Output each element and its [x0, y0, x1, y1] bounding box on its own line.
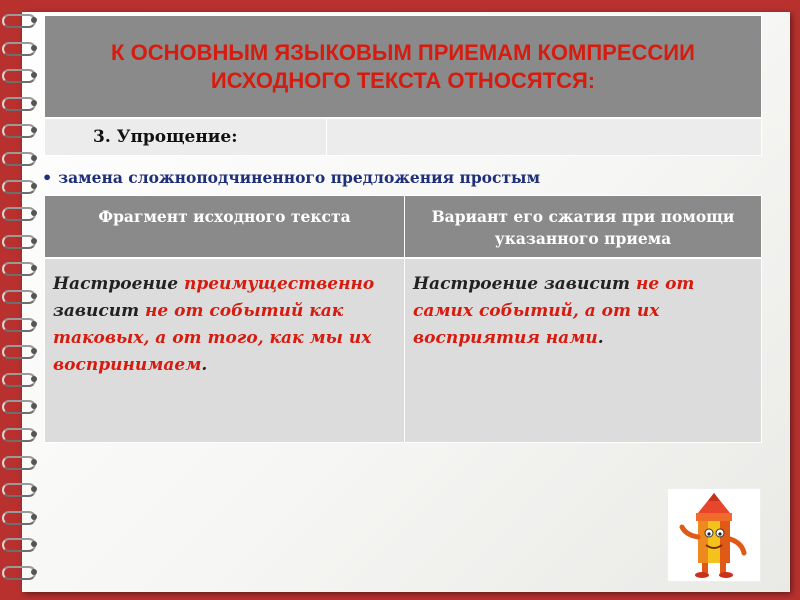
- compressed-text-1: Настроение зависит: [413, 274, 636, 294]
- spiral-ring-icon: [2, 124, 36, 138]
- source-text-2: зависит: [53, 301, 146, 321]
- spiral-ring-icon: [2, 318, 36, 332]
- spiral-ring-icon: [2, 456, 36, 470]
- compressed-text-2: .: [597, 328, 604, 348]
- spiral-ring-icon: [2, 373, 36, 387]
- spiral-ring-icon: [2, 566, 36, 580]
- table-header-row: [44, 195, 762, 258]
- compressed-highlight: не от самих событий, а от их восприятия нами: [413, 274, 695, 348]
- table-body-row: [44, 258, 762, 443]
- bullet-icon: •: [42, 167, 53, 187]
- spiral-ring-icon: [2, 14, 36, 28]
- technique-empty-cell: [327, 119, 761, 155]
- spiral-ring-icon: [2, 42, 36, 56]
- spiral-ring-icon: [2, 511, 36, 525]
- spiral-ring-icon: [2, 483, 36, 497]
- spiral-ring-icon: [2, 69, 36, 83]
- spiral-ring-icon: [2, 207, 36, 221]
- spiral-ring-icon: [2, 262, 36, 276]
- spiral-ring-icon: [2, 400, 36, 414]
- column-header-compressed: Вариант его сжатия при помощи указанного приема: [431, 207, 735, 248]
- spiral-ring-icon: [2, 538, 36, 552]
- bullet-text: замена сложноподчиненного предложения простым: [58, 167, 541, 187]
- source-text-1: Настроение: [53, 274, 184, 294]
- spiral-ring-icon: [2, 345, 36, 359]
- source-highlight-1: преимущественно: [183, 274, 375, 294]
- pencil-mascot-icon: [667, 488, 761, 582]
- spiral-binding: [0, 0, 40, 600]
- source-highlight-2: не от событий как таковых, а от того, как мы их воспринимаем: [53, 301, 372, 375]
- title-cell: [44, 15, 762, 118]
- spiral-ring-icon: [2, 152, 36, 166]
- compressed-variant: [405, 259, 761, 442]
- bullet-item: [44, 161, 762, 193]
- slide-title: К ОСНОВНЫМ ЯЗЫКОВЫМ ПРИЕМАМ КОМПРЕССИИ ИСХОДНОГО ТЕКСТА ОТНОСЯТСЯ:: [111, 39, 695, 93]
- spiral-ring-icon: [2, 290, 36, 304]
- spiral-ring-icon: [2, 235, 36, 249]
- spiral-ring-icon: [2, 428, 36, 442]
- spiral-ring-icon: [2, 180, 36, 194]
- spiral-ring-icon: [2, 97, 36, 111]
- source-text-3: .: [201, 355, 208, 375]
- source-fragment: [45, 259, 405, 442]
- column-header-source: Фрагмент исходного текста: [45, 196, 405, 257]
- technique-row: [44, 118, 762, 156]
- technique-label: 3. Упрощение:: [45, 119, 327, 155]
